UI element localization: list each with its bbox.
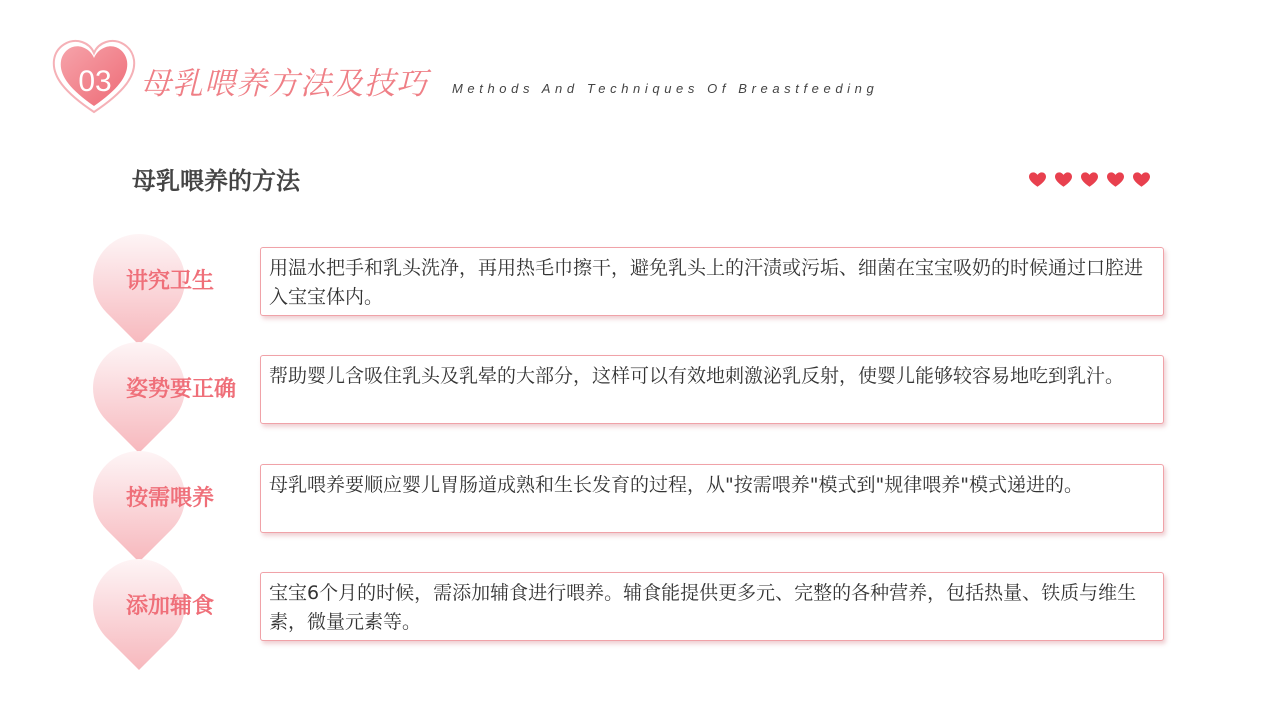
heart-icon	[1107, 172, 1124, 188]
method-description: 帮助婴儿含吸住乳头及乳晕的大部分，这样可以有效地刺激泌乳反射，使婴儿能够较容易地吃到乳汁。	[260, 355, 1164, 424]
method-description: 母乳喂养要顺应婴儿胃肠道成熟和生长发育的过程，从"按需喂养"模式到"规律喂养"模式递进的。	[260, 464, 1164, 533]
method-label: 姿势要正确	[126, 377, 237, 402]
method-label: 按需喂养	[126, 486, 215, 511]
method-label: 添加辅食	[126, 594, 215, 619]
method-item-on-demand	[0, 451, 1280, 547]
heart-icon	[1055, 172, 1072, 188]
method-item-hygiene	[0, 234, 1280, 330]
method-description: 用温水把手和乳头洗净，再用热毛巾擦干，避免乳头上的汗渍或污垢、细菌在宝宝吸奶的时候通过口腔进入宝宝体内。	[260, 247, 1164, 316]
heart-icon	[1133, 172, 1150, 188]
method-item-complementary-food	[0, 559, 1280, 655]
section-number: 03	[78, 65, 112, 98]
decorative-hearts	[1029, 172, 1150, 188]
heart-icon	[1029, 172, 1046, 188]
method-description: 宝宝6个月的时候，需添加辅食进行喂养。辅食能提供更多元、完整的各种营养，包括热量、铁质与维生素，微量元素等。	[260, 572, 1164, 641]
page-subtitle: Methods And Techniques Of Breastfeeding	[452, 81, 879, 96]
page-title: 母乳喂养方法及技巧	[140, 66, 428, 102]
method-label: 讲究卫生	[126, 269, 215, 294]
heart-icon	[1081, 172, 1098, 188]
method-item-posture	[0, 342, 1280, 438]
section-title: 母乳喂养的方法	[132, 167, 300, 195]
